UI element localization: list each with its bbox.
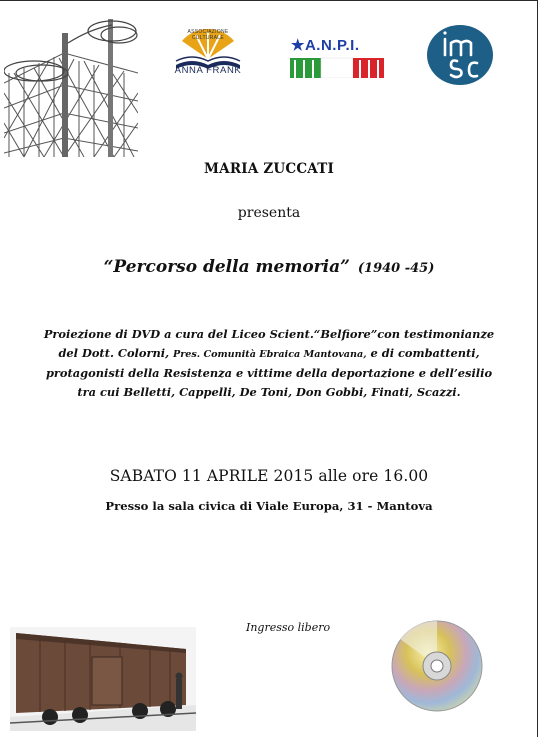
- event-date: SABATO 11 APRILE 2015 alle ore 16.00: [109, 467, 429, 485]
- event-title: “Percorso della memoria”: [103, 257, 350, 277]
- event-title-line: [0, 257, 538, 277]
- description-line-2c: e di combattenti,: [366, 346, 480, 360]
- author-name: MARIA ZUCCATI: [204, 161, 334, 177]
- description-line-2b: Pres. Comunità Ebraica Mantovana,: [173, 349, 367, 360]
- entry-note: Ingresso libero: [246, 621, 331, 634]
- event-years: (1940 -45): [357, 261, 435, 276]
- anna-frank-association-label: ASSOCIAZIONE CULTURALE: [187, 29, 229, 41]
- description-line-2: [0, 344, 538, 364]
- dvd-disc-icon: [390, 619, 485, 714]
- description-line-4: tra cui Belletti, Cappelli, De Toni, Don Gobbi, Finati, Scazzi.: [77, 385, 461, 399]
- event-description: [0, 325, 538, 402]
- anpi-logo-text: ★A.N.P.I.: [291, 37, 360, 54]
- imsc-logo: [427, 25, 493, 85]
- barbed-wire-fence-image: [4, 13, 138, 157]
- event-venue: Presso la sala civica di Viale Europa, 31 - Mantova: [105, 499, 433, 513]
- presents-label: presenta: [237, 205, 301, 221]
- description-line-2a: del Dott. Colorni,: [58, 346, 174, 360]
- description-line-1: Proiezione di DVD a cura del Liceo Scient.“Belfiore”con testimonianze: [43, 327, 495, 341]
- deportation-wagon-image: [10, 627, 196, 731]
- anna-frank-name: ANNA FRANK: [174, 65, 242, 76]
- description-line-3: protagonisti della Resistenza e vittime della deportazione e dell’esilio: [45, 366, 493, 380]
